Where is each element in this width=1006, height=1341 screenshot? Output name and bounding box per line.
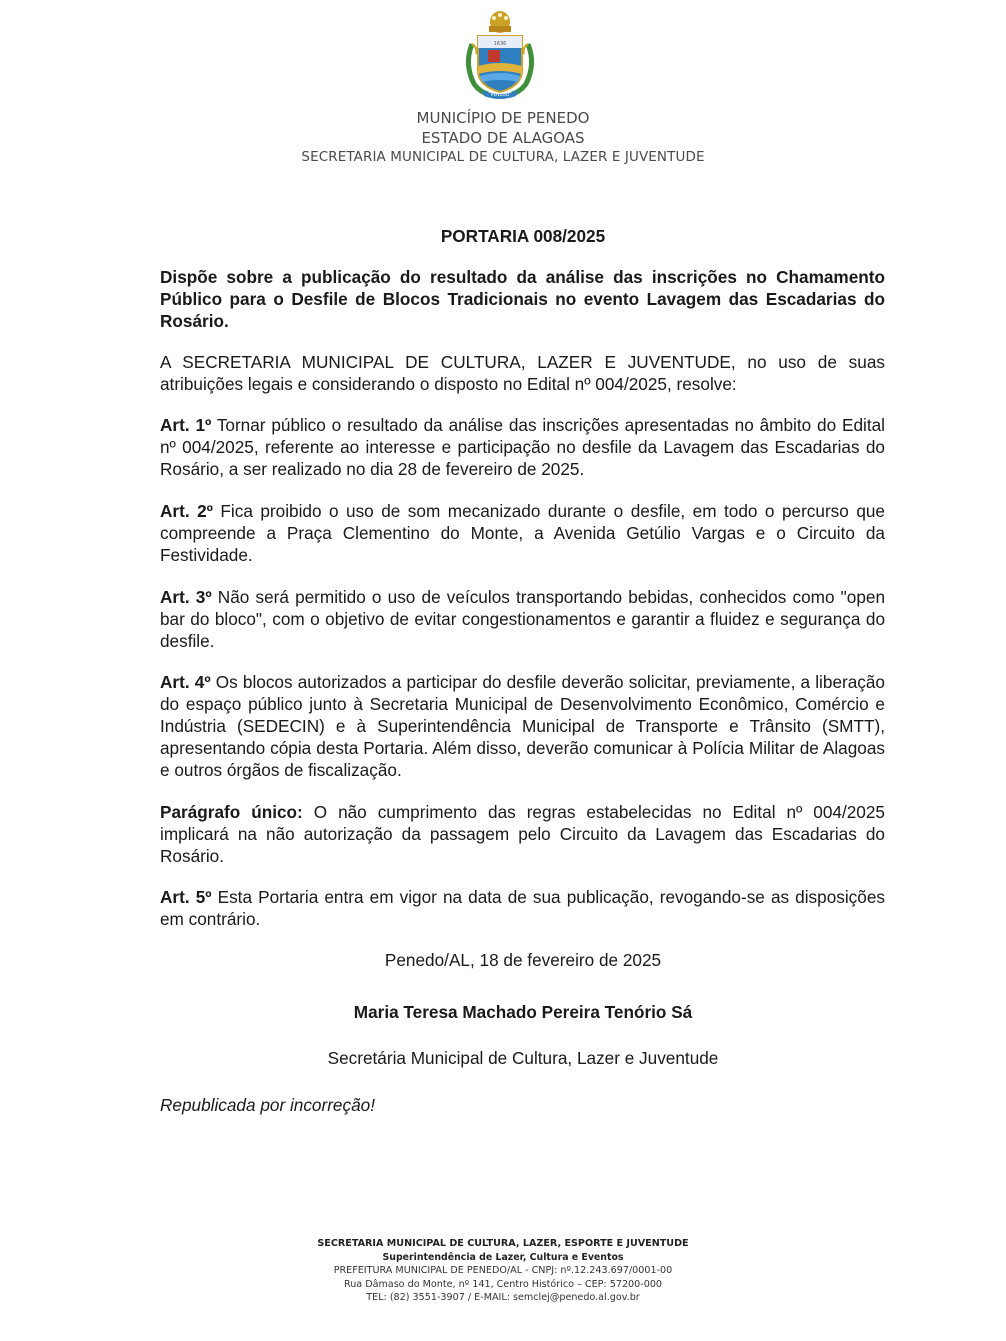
article-text: Os blocos autorizados a participar do desfile deverão solicitar, previamente, a liberação do espaço público junto à Secretaria Municipal de Desenvolvimento Econômico, Comércio e Indústria (SEDECIN) e à Superintendência Municipal de Transporte e Trânsito (SMTT), apresentando cópia desta Portaria. Além disso, deverão comunicar à Polícia Militar de Alagoas e outros órgãos de fiscalização. [160,672,885,780]
article-text: Tornar público o resultado da análise das inscrições apresentadas no âmbito do Edital nº 004/2025, referente ao interesse e participação no desfile da Lavagem das Escadarias do Rosário, a ser realizado no dia 28 de fevereiro de 2025. [160,415,885,479]
article-label: Parágrafo único: [160,802,303,822]
article-text: O não cumprimento das regras estabelecidas no Edital nº 004/2025 implicará na não autorização da passagem pelo Circuito da Lavagem das Escadarias do Rosário. [160,802,885,866]
crest-banner: PENEDO [490,93,510,98]
article-label: Art. 5º [160,887,212,907]
letterhead [0,108,1006,167]
article-label: Art. 3º [160,587,212,607]
footer-superintendence: Superintendência de Lazer, Cultura e Eventos [382,1251,624,1263]
footer [0,1237,1006,1305]
footer-contact: TEL: (82) 3551-3907 / E-MAIL: semclej@penedo.al.gov.br [366,1292,640,1303]
secretariat-name: SECRETARIA MUNICIPAL DE CULTURA, LAZER E JUVENTUDE [301,149,705,165]
crest-year: 1636 [493,41,507,47]
state-name: ESTADO DE ALAGOAS [421,129,585,147]
article-5 [160,886,885,930]
article-label: Art. 2º [160,501,213,521]
article-4 [160,671,885,781]
article-label: Art. 4º [160,672,211,692]
article-2 [160,500,885,566]
article-label: Art. 1º [160,415,212,435]
article-1 [160,414,885,480]
municipality-name: MUNICÍPIO DE PENEDO [416,109,590,127]
document-title: PORTARIA 008/2025 [440,226,606,246]
signatory-name: Maria Teresa Machado Pereira Tenório Sá [353,1002,693,1022]
article-text: Fica proibido o uso de som mecanizado durante o desfile, em todo o percurso que compreende a Praça Clementino do Monte, a Avenida Getúlio Vargas e o Circuito da Festividade. [160,501,885,565]
republish-note: Republicada por incorreção! [160,1095,375,1115]
single-paragraph [160,801,885,867]
document-summary: Dispõe sobre a publicação do resultado da análise das inscrições no Chamamento Público para o Desfile de Blocos Tradicionais no evento Lavagem das Escadarias do Rosário. [160,267,885,331]
article-text: Esta Portaria entra em vigor na data de sua publicação, revogando-se as disposições em contrário. [160,887,885,929]
signatory-role: Secretária Municipal de Cultura, Lazer e Juventude [327,1048,719,1068]
footer-secretariat: SECRETARIA MUNICIPAL DE CULTURA, LAZER, ESPORTE E JUVENTUDE [317,1238,689,1249]
document-intro: A SECRETARIA MUNICIPAL DE CULTURA, LAZER E JUVENTUDE, no uso de suas atribuições legais e considerando o disposto no Edital nº 004/2025, resolve: [160,352,885,394]
footer-address: Rua Dâmaso do Monte, nº 141, Centro Histórico – CEP: 57200-000 [343,1278,663,1290]
municipal-coat-of-arms-icon [458,4,542,100]
article-3 [160,586,885,652]
place-and-date: Penedo/AL, 18 de fevereiro de 2025 [384,950,662,970]
article-text: Não será permitido o uso de veículos transportando bebidas, conhecidos como "open bar do bloco", com o objetivo de evitar congestionamentos e garantir a fluidez e segurança do desfile. [160,587,886,651]
footer-cnpj: PREFEITURA MUNICIPAL DE PENEDO/AL - CNPJ: nº.12.243.697/0001-00 [333,1265,673,1276]
